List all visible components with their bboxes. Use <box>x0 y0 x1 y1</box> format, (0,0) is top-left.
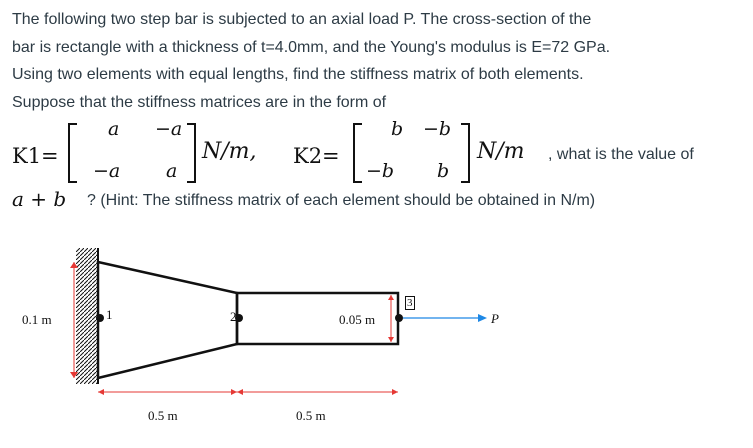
k2-label: K2= <box>293 144 340 168</box>
length2-arrow-right <box>392 389 398 395</box>
k1-unit: N/m, <box>202 139 257 164</box>
node-1-marker <box>96 314 104 322</box>
question-tail: , what is the value of <box>548 146 694 163</box>
k1-label: K1= <box>12 144 59 168</box>
question-rest: ? (Hint: The stiffness matrix of each element should be obtained in N/m) <box>87 192 596 209</box>
k1-cell-11: a <box>108 118 120 140</box>
load-label: P <box>491 311 499 326</box>
fixed-wall-support <box>76 248 98 384</box>
k1-cell-21: −a <box>93 160 121 182</box>
node-2-label: 2 <box>230 309 237 324</box>
inner-arrow-top <box>388 295 394 300</box>
question-expr: a + b <box>12 187 67 211</box>
k2-cell-21: −b <box>366 160 395 182</box>
node-1-label: 1 <box>106 307 113 322</box>
problem-line-2: bar is rectangle with a thickness of t=4.0mm, and the Young's modulus is E=72 GPa. <box>12 38 611 56</box>
node-3-label: 3 <box>407 297 413 309</box>
length1-label: 0.5 m <box>148 408 178 423</box>
length1-arrow-right <box>231 389 237 395</box>
k1-cell-12: −a <box>155 118 183 140</box>
load-arrow-head <box>478 314 487 322</box>
height-label: 0.1 m <box>22 312 52 327</box>
length2-label: 0.5 m <box>296 408 326 423</box>
k2-cell-12: −b <box>423 118 452 140</box>
node-3-marker <box>395 314 403 322</box>
k2-cell-11: b <box>391 118 404 140</box>
inner-height-label: 0.05 m <box>339 312 376 327</box>
length1-arrow-left <box>98 389 104 395</box>
problem-line-4: Suppose that the stiffness matrices are in the form of <box>12 93 387 111</box>
problem-line-1: The following two step bar is subjected to an axial load P. The cross-section of the <box>12 11 592 28</box>
inner-arrow-bottom <box>388 337 394 342</box>
problem-line-3: Using two elements with equal lengths, find the stiffness matrix of both elements. <box>12 66 584 83</box>
length2-arrow-left <box>237 389 243 395</box>
k1-cell-22: a <box>166 160 178 182</box>
k2-unit: N/m <box>477 139 525 164</box>
k2-cell-22: b <box>437 160 450 182</box>
tapered-element <box>98 262 237 378</box>
